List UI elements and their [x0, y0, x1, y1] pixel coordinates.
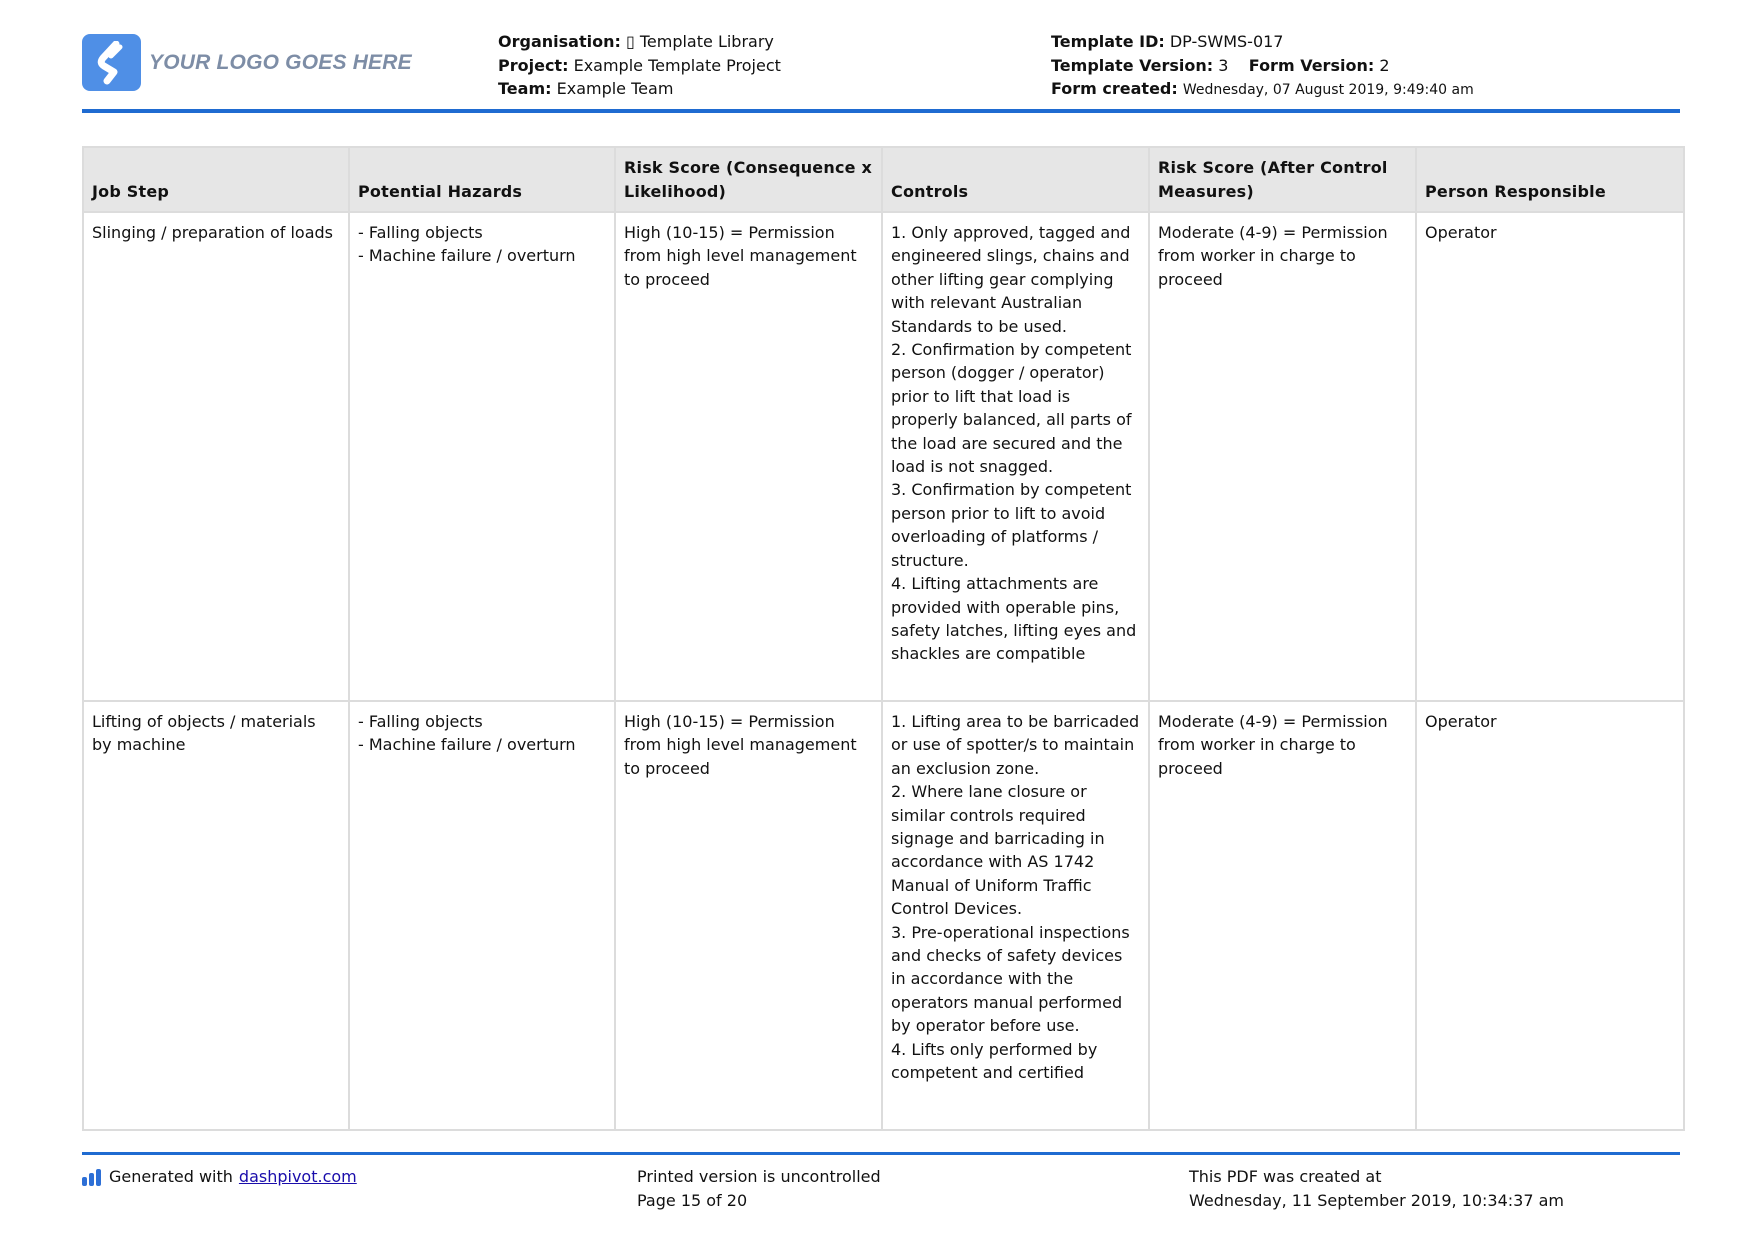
project-value: Example Template Project: [573, 55, 781, 75]
organisation-label: Organisation:: [498, 32, 621, 51]
header-divider: [82, 109, 1680, 113]
generated-prefix: Generated with: [109, 1167, 233, 1186]
template-id-label: Template ID:: [1051, 32, 1165, 51]
column-header-person-responsible: Person Responsible: [1416, 147, 1684, 212]
column-header-risk-score-after: Risk Score (After Control Measures): [1149, 147, 1416, 212]
template-info: [1051, 30, 1474, 103]
column-header-job-step: Job Step: [83, 147, 349, 212]
form-created-label: Form created:: [1051, 79, 1178, 98]
column-header-potential-hazards: Potential Hazards: [349, 147, 615, 212]
table-row: [83, 212, 1684, 701]
logo-text: YOUR LOGO GOES HERE: [149, 50, 412, 74]
form-version-label: Form Version:: [1248, 55, 1375, 75]
risk-after-cell: Moderate (4-9) = Permission from worker in charge to proceed: [1149, 701, 1416, 1130]
pdf-created-info: [1189, 1165, 1564, 1213]
organisation-info: [498, 30, 781, 101]
risk-before-cell: High (10-15) = Permission from high level management to proceed: [615, 212, 882, 701]
job-step-cell: Slinging / preparation of loads: [83, 212, 349, 701]
template-version-label: Template Version:: [1051, 55, 1214, 75]
risk-after-cell: Moderate (4-9) = Permission from worker in charge to proceed: [1149, 212, 1416, 701]
controls-cell: 1. Lifting area to be barricaded or use of spotter/s to maintain an exclusion zone. 2. Where lane closure or similar controls required signage and barricading in accordance with AS 1742 Manual of Uniform Traffic Control Devices. 3. Pre-operational inspections and checks of safety devices in accordance with the operators manual performed by operator before use. 4. Lifts only performed by competent and certified: [882, 701, 1149, 1130]
person-responsible-cell: Operator: [1416, 212, 1684, 701]
table-header-row: [83, 147, 1684, 212]
team-label: Team:: [498, 79, 552, 98]
template-version-value: 3: [1218, 55, 1229, 75]
form-created-value: Wednesday, 07 August 2019, 9:49:40 am: [1182, 82, 1474, 98]
hazards-cell: - Falling objects - Machine failure / overturn: [349, 212, 615, 701]
table-row: [83, 701, 1684, 1130]
print-info: [637, 1165, 881, 1213]
dashpivot-link[interactable]: dashpivot.com: [238, 1167, 357, 1186]
uncontrolled-notice: Printed version is uncontrolled: [637, 1167, 881, 1186]
column-header-controls: Controls: [882, 147, 1149, 212]
generated-with: [82, 1165, 357, 1189]
column-header-risk-score: Risk Score (Consequence x Likelihood): [615, 147, 882, 212]
form-version-value: 2: [1379, 55, 1390, 75]
risk-before-cell: High (10-15) = Permission from high level management to proceed: [615, 701, 882, 1130]
pdf-created-label: This PDF was created at: [1189, 1167, 1382, 1186]
job-step-cell: Lifting of objects / materials by machine: [83, 701, 349, 1130]
project-label: Project:: [498, 55, 569, 75]
logo-icon: [82, 34, 141, 91]
footer-divider: [82, 1152, 1680, 1155]
team-value: Example Team: [556, 79, 674, 98]
pdf-created-value: Wednesday, 11 September 2019, 10:34:37 am: [1189, 1191, 1564, 1210]
page-number: Page 15 of 20: [637, 1191, 748, 1210]
controls-cell: 1. Only approved, tagged and engineered slings, chains and other lifting gear complying with relevant Australian Standards to be used. 2. Confirmation by competent person (dogger / operator) prior to lift that load is properly balanced, all parts of the load are secured and the load is not snagged. 3. Confirmation by competent person prior to lift to avoid overloading of platforms / structure. 4. Lifting attachments are provided with operable pins, safety latches, lifting eyes and shackles are compatible: [882, 212, 1149, 701]
person-responsible-cell: Operator: [1416, 701, 1684, 1130]
document-header: [82, 30, 1680, 110]
template-id-value: DP-SWMS-017: [1169, 32, 1284, 51]
swms-table: [82, 146, 1685, 1131]
organisation-value: ▯ Template Library: [625, 32, 774, 51]
hazards-cell: - Falling objects - Machine failure / overturn: [349, 701, 615, 1130]
dashpivot-icon: [82, 1168, 101, 1186]
company-logo: [82, 34, 412, 91]
